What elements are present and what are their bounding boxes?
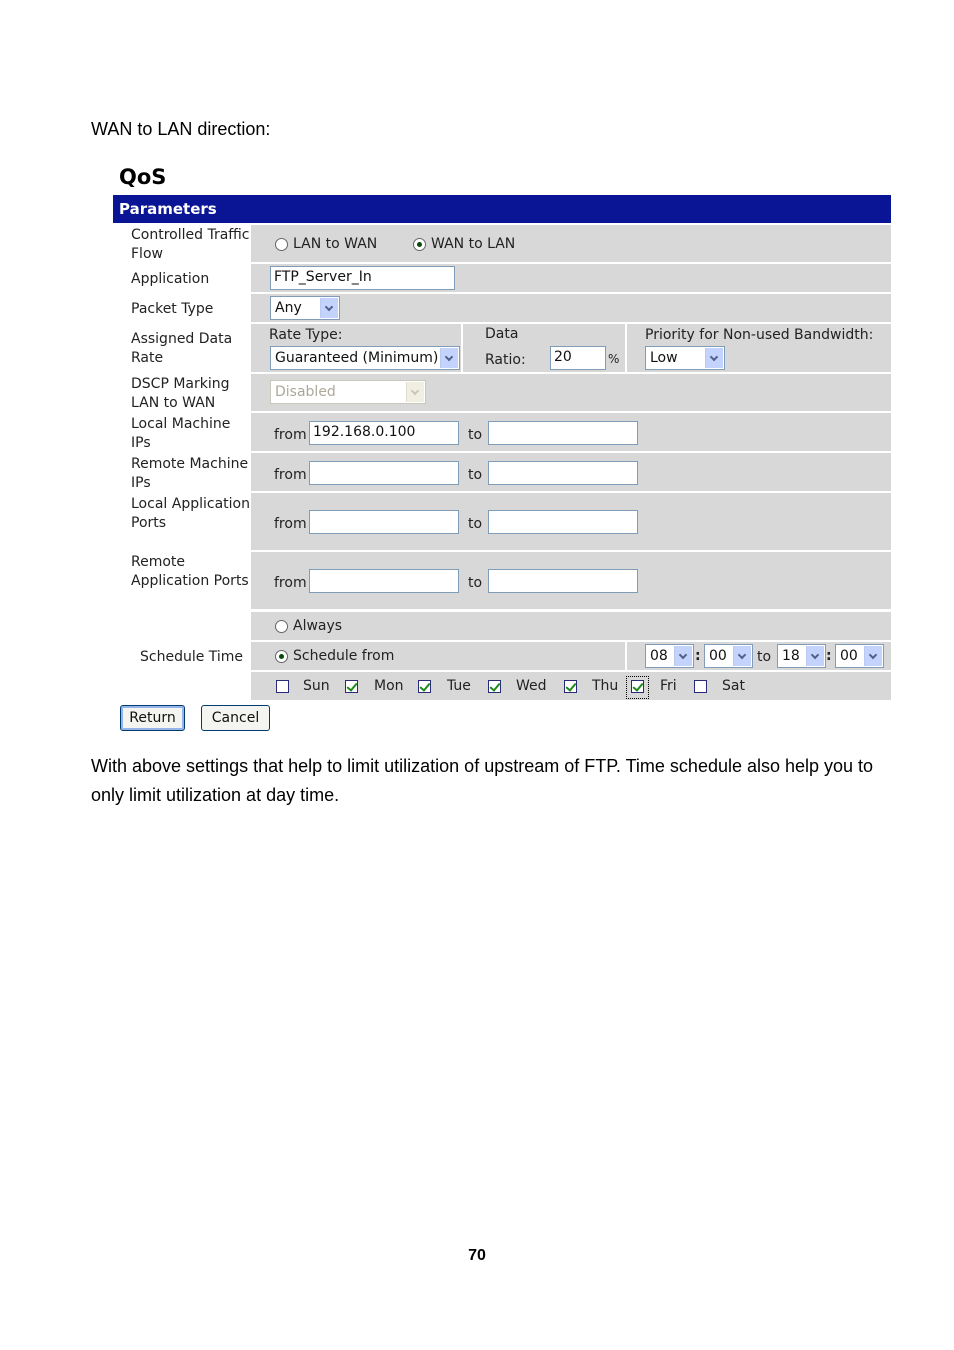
local-ip-to-input[interactable] bbox=[488, 421, 638, 445]
remote-app-ports-cell bbox=[251, 552, 891, 609]
always-label: Always bbox=[293, 618, 343, 634]
priority-label: Priority for Non-used Bandwidth: bbox=[645, 327, 874, 343]
remote-port-from-input[interactable] bbox=[309, 569, 459, 593]
day-checkbox-wed[interactable] bbox=[488, 680, 501, 693]
traffic-flow-cell bbox=[251, 225, 891, 262]
page-number: 70 bbox=[468, 1247, 486, 1264]
schedule-always-cell bbox=[251, 612, 891, 640]
start-minute-select[interactable] bbox=[704, 644, 753, 668]
schedule-time-label: Schedule Time bbox=[140, 649, 244, 665]
remote-port-to-label: to bbox=[468, 575, 483, 591]
priority-value: Low bbox=[650, 350, 678, 366]
local-ip-from-input[interactable]: 192.168.0.100 bbox=[309, 421, 459, 445]
local-port-to-label: to bbox=[468, 516, 483, 532]
day-label-thu: Thu bbox=[592, 678, 619, 694]
day-label-wed: Wed bbox=[516, 678, 547, 694]
local-ip-to-label: to bbox=[468, 427, 483, 443]
data-label: Data bbox=[485, 326, 519, 342]
local-machine-ips-cell bbox=[251, 413, 891, 451]
day-checkbox-sat[interactable] bbox=[694, 680, 707, 693]
chevron-down-icon[interactable] bbox=[733, 646, 751, 666]
remote-machine-ips-cell bbox=[251, 453, 891, 491]
end-hour-select[interactable] bbox=[777, 644, 826, 668]
intro-text: WAN to LAN direction: bbox=[91, 119, 271, 139]
chevron-down-icon[interactable] bbox=[320, 298, 338, 318]
dscp-marking-select bbox=[270, 380, 426, 404]
lan-to-wan-label: LAN to WAN bbox=[293, 236, 378, 252]
schedule-days-cell bbox=[251, 672, 891, 700]
start-hour-value: 08 bbox=[650, 648, 668, 664]
remote-ip-from-input[interactable] bbox=[309, 461, 459, 485]
end-hour-value: 18 bbox=[782, 648, 800, 664]
rate-type-cell bbox=[251, 324, 461, 372]
remote-machine-ips-label: Remote Machine IPs bbox=[131, 456, 249, 491]
packet-type-label: Packet Type bbox=[131, 301, 214, 317]
rate-type-label: Rate Type: bbox=[269, 327, 343, 343]
lan-to-wan-radio[interactable] bbox=[275, 238, 288, 251]
cancel-button[interactable]: Cancel bbox=[201, 705, 270, 731]
parameters-header bbox=[113, 195, 891, 223]
day-label-fri: Fri bbox=[660, 678, 677, 694]
local-port-from-input[interactable] bbox=[309, 510, 459, 534]
dscp-marking-cell bbox=[251, 374, 891, 411]
dscp-marking-value: Disabled bbox=[275, 384, 336, 400]
start-hour-select[interactable] bbox=[645, 644, 694, 668]
qos-panel bbox=[113, 195, 891, 740]
day-checkbox-thu[interactable] bbox=[564, 680, 577, 693]
local-port-from-label: from bbox=[274, 516, 307, 532]
wan-to-lan-radio[interactable] bbox=[413, 238, 426, 251]
ratio-input[interactable]: 20 bbox=[550, 346, 606, 370]
start-minute-value: 00 bbox=[709, 648, 727, 664]
local-port-to-input[interactable] bbox=[488, 510, 638, 534]
application-cell bbox=[251, 264, 891, 292]
start-separator: : bbox=[695, 648, 701, 664]
schedule-from-label: Schedule from bbox=[293, 648, 395, 664]
local-machine-ips-label: Local Machine IPs bbox=[131, 416, 231, 451]
day-checkbox-tue[interactable] bbox=[418, 680, 431, 693]
packet-type-select[interactable] bbox=[270, 296, 340, 320]
qos-title: QoS bbox=[119, 165, 167, 189]
day-label-sun: Sun bbox=[303, 678, 330, 694]
remote-app-ports-label: Remote Application Ports bbox=[131, 554, 249, 589]
remote-ip-from-label: from bbox=[274, 467, 307, 483]
always-radio[interactable] bbox=[275, 620, 288, 633]
application-input[interactable]: FTP_Server_In bbox=[270, 266, 455, 290]
day-checkbox-sun[interactable] bbox=[276, 680, 289, 693]
chevron-down-icon[interactable] bbox=[705, 348, 723, 368]
remote-ip-to-input[interactable] bbox=[488, 461, 638, 485]
return-button[interactable]: Return bbox=[120, 705, 185, 731]
local-app-ports-cell bbox=[251, 493, 891, 550]
local-ip-from-label: from bbox=[274, 427, 307, 443]
schedule-from-cell bbox=[251, 642, 625, 670]
remote-port-from-label: from bbox=[274, 575, 307, 591]
local-app-ports-label: Local Application Ports bbox=[131, 496, 250, 531]
day-label-tue: Tue bbox=[447, 678, 471, 694]
priority-cell bbox=[627, 324, 891, 372]
remote-port-to-input[interactable] bbox=[488, 569, 638, 593]
schedule-from-radio[interactable] bbox=[275, 650, 288, 663]
chevron-down-icon[interactable] bbox=[806, 646, 824, 666]
description-paragraph: With above settings that help to limit utilization of upstream of FTP. Time schedule also help you to only limit utilization at day time. bbox=[91, 756, 874, 805]
end-minute-value: 00 bbox=[840, 648, 858, 664]
traffic-flow-label: Controlled Traffic Flow bbox=[131, 227, 250, 262]
assigned-data-rate-label: Assigned Data Rate bbox=[131, 331, 233, 366]
chevron-down-icon[interactable] bbox=[440, 348, 458, 368]
end-minute-select[interactable] bbox=[835, 644, 884, 668]
ratio-unit: % bbox=[608, 352, 620, 366]
chevron-down-icon[interactable] bbox=[674, 646, 692, 666]
packet-type-cell bbox=[251, 294, 891, 322]
parameters-header-label: Parameters bbox=[119, 200, 217, 218]
rate-type-value: Guaranteed (Minimum) bbox=[275, 350, 439, 366]
priority-select[interactable] bbox=[645, 346, 725, 370]
schedule-to-label: to bbox=[757, 649, 772, 665]
day-label-mon: Mon bbox=[374, 678, 404, 694]
rate-type-select[interactable] bbox=[270, 346, 460, 370]
packet-type-value: Any bbox=[275, 300, 302, 316]
day-checkbox-mon[interactable] bbox=[345, 680, 358, 693]
remote-ip-to-label: to bbox=[468, 467, 483, 483]
schedule-time-cell bbox=[627, 642, 891, 670]
data-ratio-cell bbox=[463, 324, 625, 372]
ratio-label: Ratio: bbox=[485, 352, 526, 368]
chevron-down-icon[interactable] bbox=[864, 646, 882, 666]
day-label-sat: Sat bbox=[722, 678, 745, 694]
chevron-down-icon bbox=[406, 382, 424, 402]
end-separator: : bbox=[826, 648, 832, 664]
wan-to-lan-label: WAN to LAN bbox=[431, 236, 516, 252]
application-label: Application bbox=[131, 271, 210, 287]
dscp-marking-label: DSCP Marking LAN to WAN bbox=[131, 376, 230, 411]
day-checkbox-fri[interactable] bbox=[631, 680, 644, 693]
